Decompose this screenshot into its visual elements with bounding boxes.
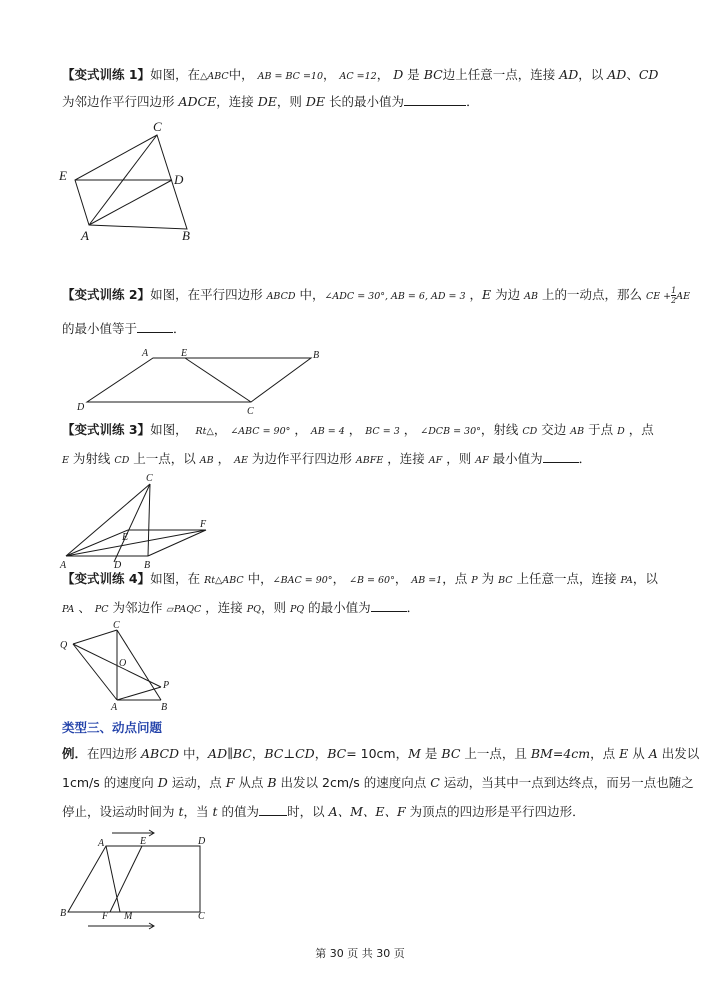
- fig5-label-D: D: [198, 836, 206, 847]
- figure-problem3: [60, 470, 230, 570]
- problem3-line1: 【变式训练 3】如图， Rt△， ∠ABC = 90° ， AB = 4 ， BC = 3 ， ∠DCB = 30°，射线 CD 交边 AB 于点 D ，点: [62, 422, 654, 437]
- fig1-label-A: A: [81, 228, 89, 243]
- problem2-line2: 的最小值等于 ．: [62, 321, 186, 336]
- figure-example: [60, 826, 230, 936]
- problem3-line2: E 为射线 CD 上一点，以 AB ， AE 为边作平行四边形 ABFE ，连接 AF ，则 AF 最小值为 ．: [62, 451, 592, 466]
- fig5-label-A: A: [98, 838, 105, 849]
- figure-problem1: [55, 118, 215, 243]
- fig1-label-E: E: [59, 168, 67, 183]
- fig4-line-QC: [73, 630, 117, 644]
- figure-problem4: [55, 618, 195, 713]
- fig3-line-AC: [66, 484, 150, 556]
- answer-blank: [371, 599, 407, 612]
- fig4-line-QA: [73, 644, 117, 700]
- fig4-label-Q: Q: [60, 640, 68, 651]
- fig4-label-A: A: [111, 702, 118, 713]
- fig2-line-EC: [185, 358, 251, 402]
- fig3-line-BC: [148, 484, 150, 556]
- fig2-parallelogram: [87, 358, 311, 402]
- fig3-label-B: B: [144, 560, 151, 571]
- answer-blank: [543, 450, 579, 463]
- fig3-label-E: E: [122, 532, 129, 543]
- fig5-label-M: M: [124, 911, 133, 922]
- fig3-label-C: C: [146, 473, 153, 484]
- fig4-label-P: P: [163, 680, 170, 691]
- example-line1: 例．在四边形 ABCD 中，AD∥BC，BC⊥CD，BC= 10cm，M 是 BC 上一点，且 BM=4cm，点 E 从 A 出发以: [62, 746, 700, 761]
- fig4-label-C: C: [113, 620, 120, 631]
- fig5-label-B: B: [60, 908, 67, 919]
- figure-problem2: [75, 342, 335, 417]
- problem1-line1: 【变式训练 1】如图，在△ABC中， AB = BC =10， AC =12， D 是 BC边上任意一点，连接 AD，以 AD、CD: [62, 67, 659, 82]
- fig3-label-A: A: [60, 560, 67, 571]
- answer-blank: [404, 93, 466, 106]
- problem1-line2: 为邻边作平行四边形 ADCE，连接 DE，则 DE 长的最小值为 ．: [62, 94, 479, 109]
- fig1-label-B: B: [182, 228, 190, 243]
- answer-blank: [259, 803, 287, 816]
- problem1-tag: 【变式训练 1】: [62, 67, 151, 82]
- section-heading: 类型三、动点问题: [62, 720, 163, 735]
- fig3-line-AF: [66, 530, 206, 556]
- problem4-line1: 【变式训练 4】如图，在 Rt△ABC 中，∠BAC = 90°， ∠B = 60°， AB =1，点 P 为 BC 上任意一点，连接 PA，以: [62, 571, 658, 586]
- problem4-tag: 【变式训练 4】: [62, 571, 151, 586]
- fig5-label-E: E: [140, 836, 147, 847]
- problem2-line1: 【变式训练 2】如图，在平行四边形 ABCD 中，∠ADC = 30°, AB = 6, AD = 3 ，E 为边 AB 上的一动点，那么 CE + $\frac{1}{2}AE$: [62, 286, 691, 305]
- fig5-label-F: F: [102, 911, 109, 922]
- fig1-line-AD: [89, 180, 172, 225]
- fig5-label-C: C: [198, 911, 205, 922]
- fig5-line-AM: [106, 846, 120, 912]
- fig4-label-O: O: [119, 658, 127, 669]
- fraction-half: $\frac{1}{2}$: [671, 286, 677, 305]
- fig2-label-A: A: [142, 348, 149, 359]
- problem4-line2: PA 、 PC 为邻边作 ▱PAQC ，连接 PQ，则 PQ 的最小值为 ．: [62, 600, 420, 615]
- fig2-label-E: E: [181, 348, 188, 359]
- fig3-line-BF: [148, 530, 206, 556]
- fig1-label-C: C: [153, 119, 162, 134]
- example-line3: 停止，设运动时间为 t，当 t 的值为 时，以 A、M、E、F 为顶点的四边形是平行四边形．: [62, 804, 585, 819]
- example-tag: 例．: [62, 746, 88, 761]
- example-line2: 1cm/s 的速度向 D 运动，点 F 从点 B 出发以 2cm/s 的速度向点 C 运动，当其中一点到达终点，而另一点也随之: [62, 775, 694, 790]
- fig1-label-D: D: [174, 172, 184, 187]
- fig4-line-AP: [117, 687, 161, 700]
- answer-blank: [137, 320, 173, 333]
- fig2-label-B: B: [313, 350, 320, 361]
- fig3-ray-CD: [114, 484, 150, 562]
- fig1-quad: [75, 135, 187, 229]
- fig3-label-D: D: [114, 560, 122, 571]
- problem2-tag: 【变式训练 2】: [62, 287, 151, 302]
- fig5-trapezoid: [68, 846, 200, 912]
- problem3-tag: 【变式训练 3】: [62, 422, 151, 437]
- fig3-label-F: F: [200, 519, 207, 530]
- fig2-label-C: C: [247, 406, 254, 417]
- page-footer: 第 30 页 共 30 页: [315, 947, 405, 960]
- fig2-label-D: D: [77, 402, 85, 413]
- fig5-line-EF: [110, 846, 142, 912]
- fig4-label-B: B: [161, 702, 168, 713]
